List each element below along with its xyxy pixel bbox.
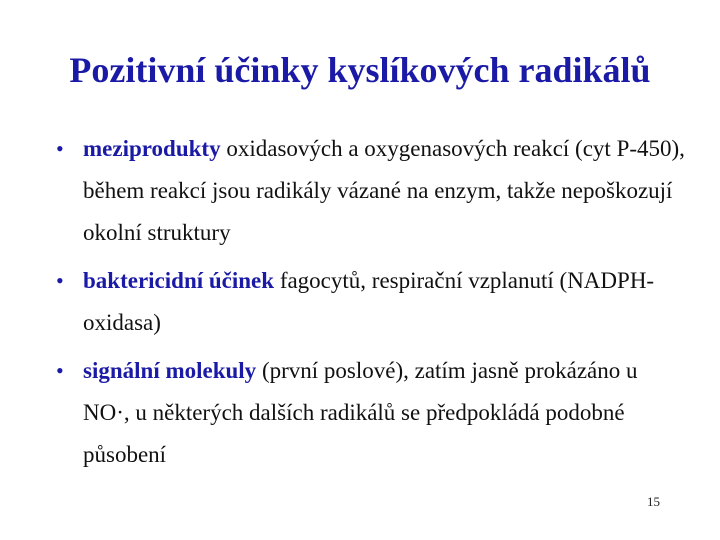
bullet-text: fagocytů, respirační vzplanutí (NADPH-oxidasa) <box>83 268 655 335</box>
bullet-keyword: meziprodukty <box>83 136 221 161</box>
bullet-list <box>56 128 686 482</box>
bullet-marker: • <box>56 358 64 383</box>
bullet-text: (první poslové), zatím jasně prokázáno u NO·, u některých dalších radikálů se předpokládá podobné působení <box>83 358 638 467</box>
page-number: 15 <box>647 494 660 509</box>
bullet-marker: • <box>56 268 64 293</box>
bullet-keyword: baktericidní účinek <box>83 268 275 293</box>
bullet-text: oxidasových a oxygenasových reakcí (cyt P-450), během reakcí jsou radikály vázané na enzym, takže nepoškozují okolní struktury <box>83 136 685 245</box>
bullet-item-signalni-molekuly <box>56 350 686 476</box>
bullet-marker: • <box>56 136 64 161</box>
bullet-item-meziprodukty <box>56 128 686 254</box>
slide-title: Pozitivní účinky kyslíkových radikálů <box>69 50 651 90</box>
bullet-item-baktericidni-ucinek <box>56 260 686 344</box>
bullet-keyword: signální molekuly <box>83 358 257 383</box>
